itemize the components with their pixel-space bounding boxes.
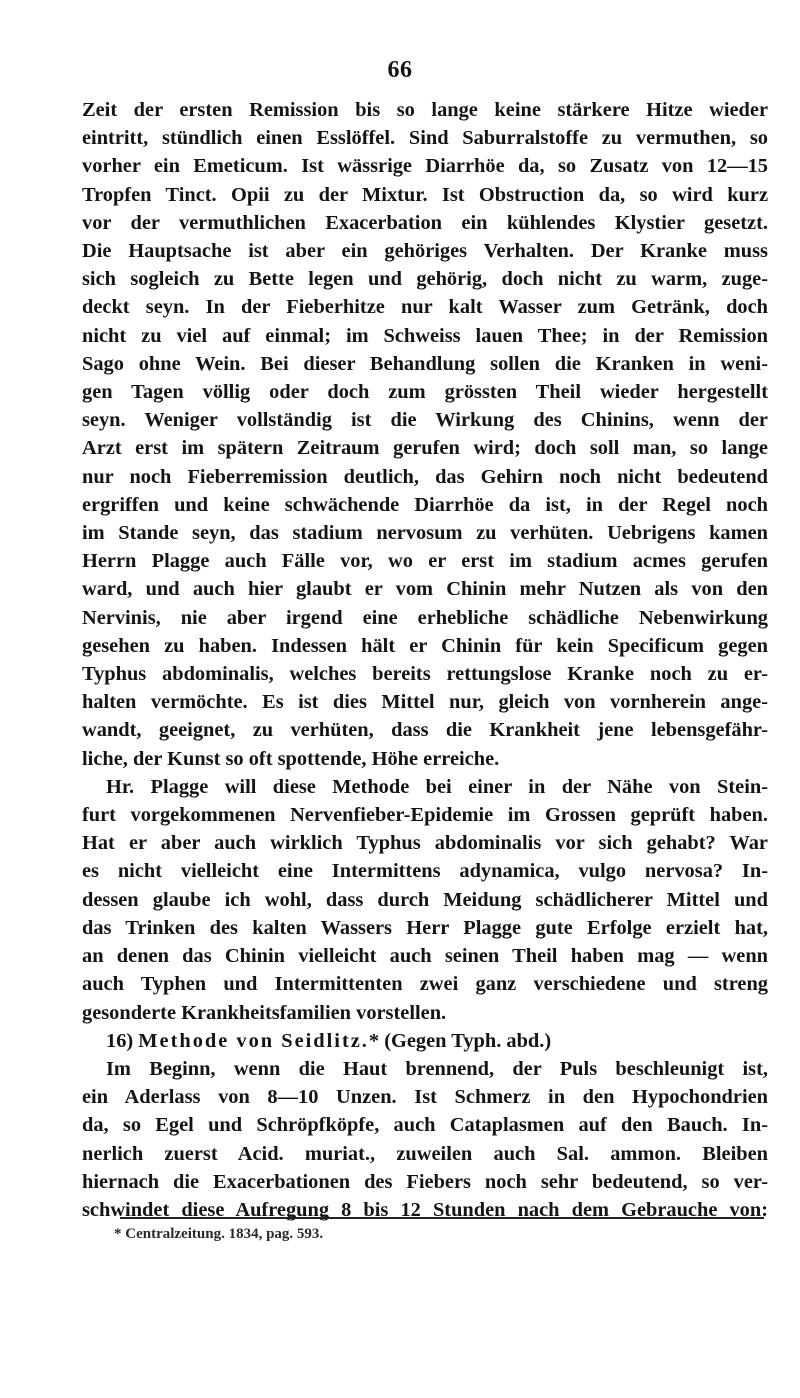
text-line: nicht zu viel auf einmal; im Schweiss lauen Thee; in der Remission	[82, 324, 768, 347]
text-line: Hat er aber auch wirklich Typhus abdominalis vor sich gehabt? War	[82, 832, 768, 855]
page-number: 66	[387, 57, 413, 83]
text-line: gesonderte Krankheitsfamilien vorstellen.	[82, 1001, 447, 1024]
text-line: gesehen zu haben. Indessen hält er Chinin für kein Specificum gegen	[82, 634, 768, 657]
text-line: im Stande seyn, das stadium nervosum zu verhüten. Uebrigens kamen	[82, 522, 768, 545]
body-text	[82, 96, 768, 1224]
text-line: gen Tagen völlig oder doch zum grössten Theil wieder hergestellt	[82, 381, 768, 404]
text-line: sich sogleich zu Bette legen und gehörig, doch nicht zu warm, zuge-	[82, 268, 768, 291]
section-note: (Gegen Typh. abd.)	[384, 1029, 552, 1052]
text-line: liche, der Kunst so oft spottende, Höhe erreiche.	[82, 747, 500, 770]
text-line: Herrn Plagge auch Fälle vor, wo er erst im stadium acmes gerufen	[82, 550, 768, 573]
section-title: Methode von Seidlitz.	[138, 1029, 369, 1052]
text-line: Zeit der ersten Remission bis so lange keine stärkere Hitze wieder	[82, 99, 768, 121]
text-line: Die Hauptsache ist aber ein gehöriges Verhalten. Der Kranke muss	[82, 240, 768, 263]
text-line: ergriffen und keine schwächende Diarrhöe da ist, in der Regel noch	[82, 493, 768, 516]
text-line: hiernach die Exacerbationen des Fiebers noch sehr bedeutend, so ver-	[82, 1170, 768, 1193]
footnote: * Centralzeitung. 1834, pag. 593.	[114, 1226, 324, 1242]
text-line: es nicht vielleicht eine Intermittens adynamica, vulgo nervosa? In-	[82, 860, 768, 883]
text-line: vor der vermuthlichen Exacerbation ein kühlendes Klystier gesetzt.	[82, 211, 768, 234]
section-heading	[82, 1027, 768, 1055]
text-line: seyn. Weniger vollständig ist die Wirkung des Chinins, wenn der	[82, 409, 768, 432]
text-line: schwindet diese Aufregung 8 bis 12 Stunden nach dem Gebrauche von:	[82, 1198, 768, 1221]
text-line: ein Aderlass von 8—10 Unzen. Ist Schmerz in den Hypochondrien	[82, 1086, 768, 1109]
text-line: Arzt erst im spätern Zeitraum gerufen wird; doch soll man, so lange	[82, 437, 768, 460]
text-line: dessen glaube ich wohl, dass durch Meidung schädlicherer Mittel und	[82, 888, 768, 911]
text-line: eintritt, stündlich einen Esslöffel. Sind Saburralstoffe zu vermuthen, so	[82, 127, 768, 150]
text-line: das Trinken des kalten Wassers Herr Plagge gute Erfolge erzielt hat,	[82, 916, 768, 939]
text-line: Hr. Plagge will diese Methode bei einer in der Nähe von Stein-	[106, 775, 768, 798]
footnote-marker: *	[368, 1029, 380, 1052]
section-number: 16)	[106, 1029, 134, 1052]
text-line: da, so Egel und Schröpfköpfe, auch Cataplasmen auf den Bauch. In-	[82, 1114, 768, 1137]
text-line: deckt seyn. In der Fieberhitze nur kalt Wasser zum Getränk, doch	[82, 296, 768, 319]
text-line: halten vermöchte. Es ist dies Mittel nur, gleich von vornherein ange-	[82, 691, 768, 714]
text-line: nerlich zuerst Acid. muriat., zuweilen auch Sal. ammon. Bleiben	[82, 1142, 768, 1165]
text-line: Tropfen Tinct. Opii zu der Mixtur. Ist Obstruction da, so wird kurz	[82, 183, 768, 206]
text-line: wandt, geeignet, zu verhüten, dass die Krankheit jene lebensgefähr-	[82, 719, 768, 742]
text-line: auch Typhen und Intermittenten zwei ganz verschiedene und streng	[82, 973, 768, 996]
text-line: ward, und auch hier glaubt er vom Chinin mehr Nutzen als von den	[82, 578, 768, 601]
text-line: nur noch Fieberremission deutlich, das Gehirn noch nicht bedeutend	[82, 465, 768, 488]
text-line: furt vorgekommenen Nervenfieber-Epidemie im Grossen geprüft haben.	[82, 804, 768, 827]
text-line: Sago ohne Wein. Bei dieser Behandlung sollen die Kranken in weni-	[82, 352, 768, 375]
text-line: Im Beginn, wenn die Haut brennend, der Puls beschleunigt ist,	[106, 1057, 768, 1080]
footnote-divider	[120, 1217, 764, 1219]
text-line: Nervinis, nie aber irgend eine erhebliche schädliche Nebenwirkung	[82, 606, 768, 629]
text-line: vorher ein Emeticum. Ist wässrige Diarrhöe da, so Zusatz von 12—15	[82, 155, 768, 178]
text-line: an denen das Chinin vielleicht auch seinen Theil haben mag — wenn	[82, 945, 768, 968]
text-line: Typhus abdominalis, welches bereits rettungslose Kranke noch zu er-	[82, 663, 768, 686]
